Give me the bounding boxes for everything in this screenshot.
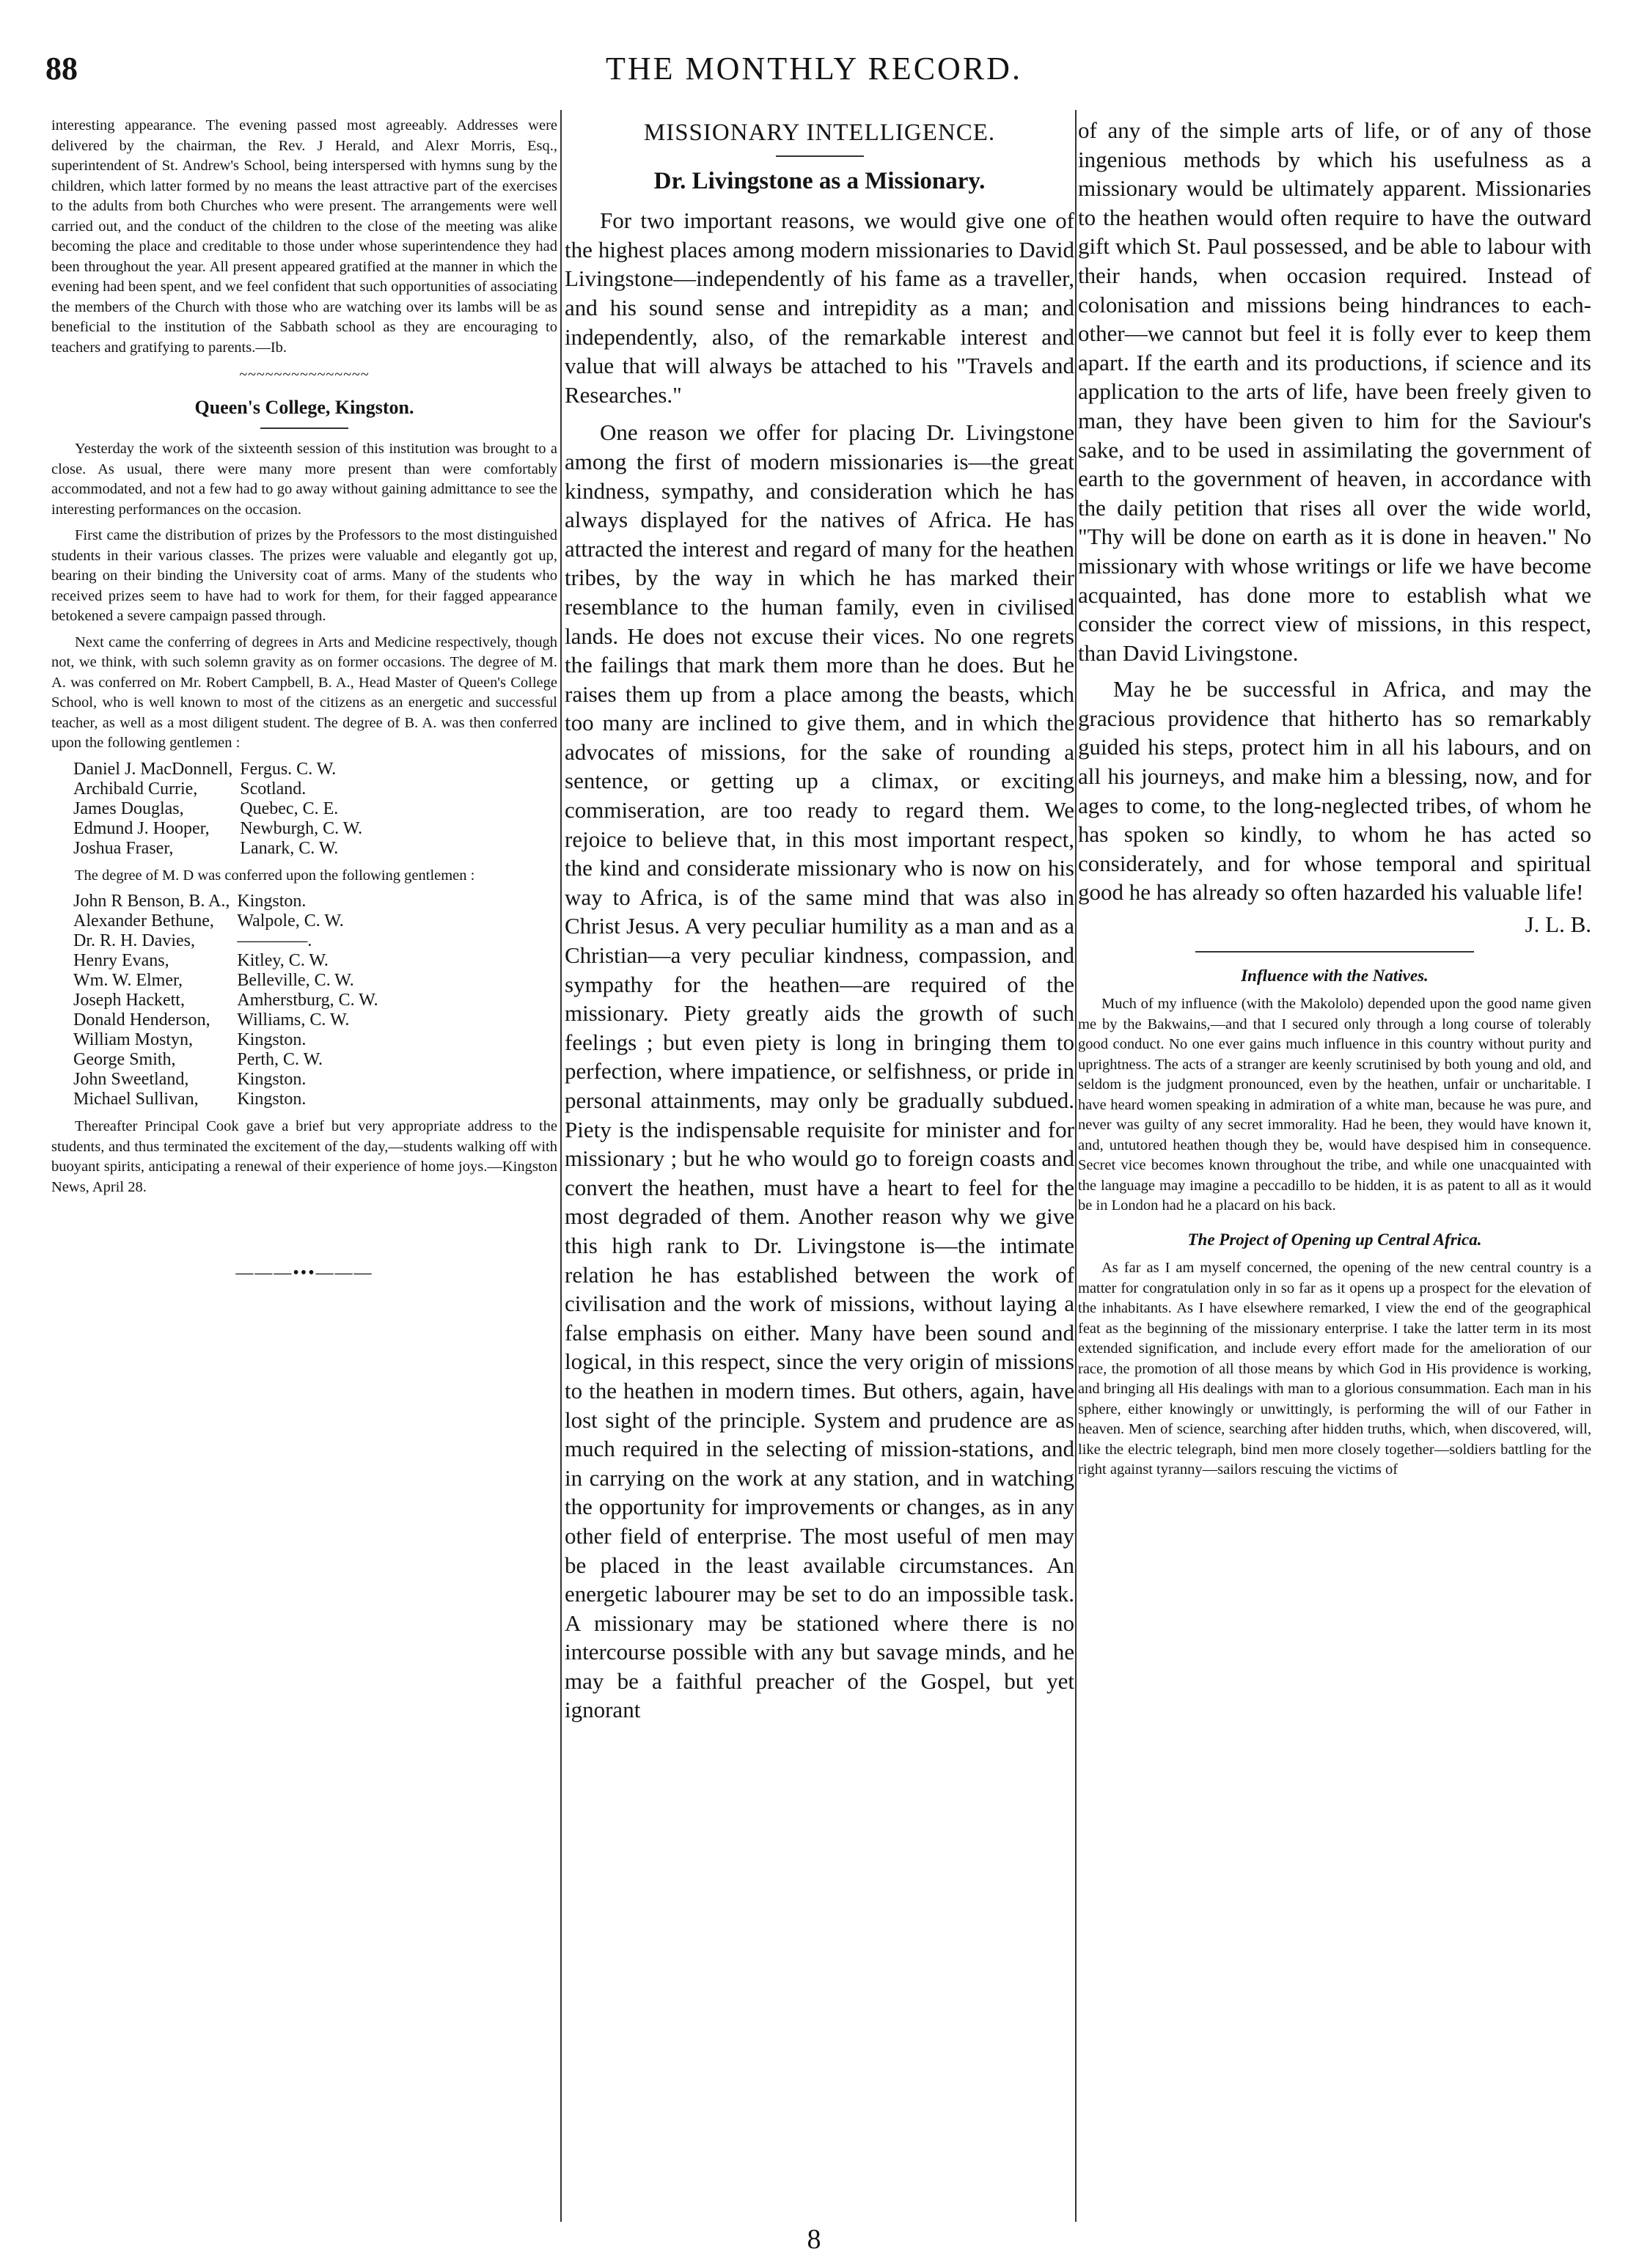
graduate-place: Lanark, C. W. (240, 838, 339, 858)
md-graduates-list (73, 892, 386, 1109)
short-rule (260, 427, 348, 429)
sabbath-school-continuation: interesting appearance. The evening passed most agreeably. Addresses were delivered by the chairman, the Rev. J Herald, and Alexr Morris, Esq., superintendent of St. Andrew's School, being interspersed with hymns sung by the children, which latter formed by no means the least attractive part of the exercises to the adults from both Churches who were present. The arrangements were well carried out, and the conduct of the children to the close of the meeting was alike becoming the place and creditable to those under whose superintendence they had been throughout the year. All present appeared gratified at the manner in which the evening had been spent, and we feel confident that such opportunities of associating the members of the Church with those who are watching over its lambs will be as beneficial to the institution of the Sabbath school as they are encouraging to teachers and gratifying to parents.—Ib. (51, 117, 557, 356)
queens-college-title: Queen's College, Kingston. (194, 396, 414, 418)
graduate-place: Walpole, C. W. (237, 911, 344, 931)
short-rule (776, 155, 864, 157)
graduate-name: Archibald Currie, (73, 779, 198, 799)
article-title: Dr. Livingstone as a Missionary. (653, 167, 986, 194)
graduate-row (73, 839, 370, 859)
graduate-place: Kingston. (237, 1030, 307, 1049)
graduate-place: Fergus. C. W. (240, 759, 337, 779)
md-intro: The degree of M. D was conferred upon the following gentlemen : (75, 867, 475, 884)
graduate-name: Henry Evans, (73, 951, 169, 970)
queens-paragraph-3: Next came the conferring of degrees in Arts and Medicine respectively, though not, we think, with such solemn gravity as on former occasions. The degree of M. A. was conferred on Mr. Robert Campbell, B. A., Head Master of Queen's College School, who is well known to most of the citizens as an energetic and successful teacher, as well as a most diligent student. The degree of B. A. was then conferred upon the following gentlemen : (51, 634, 557, 751)
wavy-divider: ~~~~~~~~~~~~~~~ (239, 367, 370, 383)
graduate-row (73, 1050, 386, 1070)
graduate-name: Dr. R. H. Davies, (73, 931, 195, 950)
project-heading: The Project of Opening up Central Africa. (1187, 1230, 1482, 1249)
ba-graduates-list (73, 760, 370, 859)
graduate-place: Belleville, C. W. (237, 971, 354, 990)
graduate-name: James Douglas, (73, 799, 184, 818)
graduate-place: Kingston. (237, 892, 307, 911)
graduate-row (73, 799, 370, 819)
project-paragraph: As far as I am myself concerned, the opening of the new central country is a matter for congratulation only in so far as it opens up a prospect for the elevation of the inhabitants. As I have elsewhere remarked, I view the end of the geographical feat as the beginning of the missionary enterprise. I take the latter term in its most extended signification, and include every effort made for the amelioration of our race, the promotion of all those means by which God in His providence is working, and bringing all His dealings with man to a glorious consummation. Each man in his sphere, either knowingly or unwittingly, is performing the will of our Father in heaven. Men of science, searching after hidden truths, which, when discovered, will, like the electric telegraph, bind men more closely together—soldiers battling for the right against tyranny—sailors rescuing the victims of (1078, 1260, 1591, 1478)
graduate-name: Daniel J. MacDonnell, (73, 759, 233, 779)
influence-heading: Influence with the Natives. (1241, 966, 1429, 985)
graduate-name: Edmund J. Hooper, (73, 818, 210, 838)
livingstone-continuation (1078, 116, 1591, 939)
column-right (1078, 116, 1591, 1485)
end-ornament: ———•••——— (235, 1263, 373, 1282)
graduate-row (73, 892, 386, 911)
graduate-place: Kingston. (237, 1090, 307, 1109)
graduate-row (73, 760, 370, 779)
graduate-place: Newburgh, C. W. (240, 818, 363, 838)
livingstone-paragraph-4: May he be successful in Africa, and may the gracious providence that hitherto has so remarkably guided his steps, protect him in all his labours, and on all his journeys, and make him a blessing, now, and for ages to come, to the long-neglected tribes, of whom he has spoken so kindly, to whom he has acted so considerately, and for whose temporal and spiritual good he has already so often hazarded his valuable life! (1078, 676, 1591, 906)
graduate-row (73, 1070, 386, 1090)
livingstone-paragraph-1: For two important reasons, we would give one of the highest places among modern missionaries to David Livingstone—independently of his fame as a traveller, and his sound sense and intrepidity as a man; and independently, also, of the remarkable interest and value that will always be attached to his "Travels and Researches." (565, 208, 1074, 408)
graduate-row (73, 971, 386, 991)
short-rule (1195, 951, 1474, 953)
graduate-name: George Smith, (73, 1050, 176, 1069)
queens-paragraph-4: Thereafter Principal Cook gave a brief but very appropriate address to the students, and thus terminated the excitement of the day,—students walking off with buoyant spirits, anticipating a renewal of their experience of home joys.—Kingston News, April 28. (51, 1118, 557, 1195)
section-title: MISSIONARY INTELLIGENCE. (643, 120, 996, 146)
graduate-row (73, 951, 386, 971)
graduate-row (73, 1030, 386, 1050)
graduate-row (73, 991, 386, 1010)
graduate-name: Michael Sullivan, (73, 1090, 199, 1109)
livingstone-paragraph-2: One reason we offer for placing Dr. Livingstone among the first of modern missionaries is—the great kindness, sympathy, and consideration which he has always displayed for the natives of Africa. He has attracted the interest and regard of many for the heathen tribes, by the way in which he has marked their resemblance to the human family, even in civilised lands. He does not excuse their vices. No one regrets the failings that mark them more than he does. But he raises them up from a place among the beasts, which too many are inclined to give them, and in which the advocates of missions, for the sake of rounding a sentence, or getting up a climax, or exciting commiseration, are too ready to regard them. We rejoice to believe that, in this most important respect, the kind and considerate missionary who is now on his way to Africa, is of the same mind that was also in Christ Jesus. A very peculiar humility as a man and as a Christian—a very peculiar kindness, compassion, and sympathy for the heathen—are required of the missionary. Piety greatly aids the growth of such feelings ; but even piety is long in bringing them to perfection, where impatience, or selfishness, or pride in personal attainments, may only be gradually subdued. Piety is the indispensable requisite for minister and for missionary ; but he who would go to foreign coasts and convert the heathen, must have a heart to feel for the most degraded of them. Another reason why we give this high rank to Dr. Livingstone is—the intimate relation he has established between the work of civilisation and the work of missions, without laying a false emphasis on either. Many have been sound and logical, in this respect, since the very origin of missions to the heathen in modern times. But others, again, have lost sight of the principle. System and prudence are as much required in the selecting of mission-stations, and in carrying on the work at any station, and in watching the opportunity for improvements or changes, as in any other field of enterprise. The most useful of men may be placed in the least available circumstances. An energetic labourer may be set to do an impossible task. A missionary may be stationed where there is no intercourse possible with any but savage minds, and he may be a faithful preacher of the Gospel, but yet ignorant (565, 419, 1074, 1723)
graduate-place: Quebec, C. E. (240, 799, 339, 818)
graduate-row (73, 1090, 386, 1109)
graduate-row (73, 911, 386, 931)
graduate-name: Wm. W. Elmer, (73, 971, 183, 990)
graduate-place: Kingston. (237, 1070, 307, 1089)
column-rule-left (560, 110, 562, 2222)
graduate-place: Perth, C. W. (237, 1050, 323, 1069)
column-left (51, 116, 557, 1284)
graduate-name: John Sweetland, (73, 1070, 189, 1089)
column-rule-right (1075, 110, 1077, 2222)
graduate-name: William Mostyn, (73, 1030, 194, 1049)
livingstone-paragraph-3: of any of the simple arts of life, or of any of those ingenious methods by which his usefulness as a missionary would be ultimately apparent. Missionaries to the heathen would often require to have the outward gift which St. Paul possessed, and be able to labour with their hands, when occasion required. Instead of colonisation and missions being hindrances to each-other—we cannot but feel it is folly ever to keep them apart. If the earth and its productions, if science and its application to the arts of life, have been freely given to man, they have been given to him for the Saviour's sake, and to be used in assimilating the government of earth to the government of heaven, in accordance with the daily petition that rises all over the wide world, "Thy will be done on earth as it is done in heaven." No missionary with whose writings or life we have become acquainted, has done more to establish what we consider the correct view of missions, in this respect, than David Livingstone. (1078, 117, 1591, 666)
graduate-place: Kitley, C. W. (237, 951, 329, 970)
page-number: 88 (45, 51, 78, 87)
graduate-place: Amherstburg, C. W. (237, 991, 378, 1010)
graduate-row (73, 931, 386, 951)
graduate-place: Williams, C. W. (237, 1010, 350, 1030)
graduate-place: ————. (237, 931, 312, 950)
extracts (1078, 966, 1591, 1480)
queens-paragraph-2: First came the distribution of prizes by the Professors to the most distinguished students in their various classes. The prizes were valuable and elegantly got up, bearing on their binding the University coat of arms. Many of the students who received prizes seem to have had to work for them, for their fagged appearance betokened a severe campaign passed through. (51, 527, 557, 624)
author-signature: J. L. B. (1525, 911, 1591, 938)
graduate-name: Donald Henderson, (73, 1010, 210, 1030)
running-title: THE MONTHLY RECORD. (606, 51, 1022, 87)
signature-mark: 8 (807, 2224, 821, 2255)
graduate-name: Alexander Bethune, (73, 911, 214, 931)
graduate-place: Scotland. (240, 779, 307, 799)
graduate-name: John R Benson, B. A., (73, 892, 230, 911)
queens-paragraph-1: Yesterday the work of the sixteenth session of this institution was brought to a close. As usual, there were many more present than were comfortably accommodated, and not a few had to go away without gaining admittance to see the interesting performances on the occasion. (51, 441, 557, 518)
graduate-row (73, 779, 370, 799)
column-middle (565, 116, 1074, 1733)
graduate-name: Joshua Fraser, (73, 838, 174, 858)
page-header (0, 50, 1628, 101)
influence-paragraph: Much of my influence (with the Makololo) depended upon the good name given me by the Bakwains,—and that I secured only through a long course of tolerably good conduct. No one ever gains much influence in this country without purity and uprightness. The acts of a stranger are keenly scrutinised by both young and old, and seldom is the judgment pronounced, even by the heathen, unfair or uncharitable. I have heard women speaking in admiration of a white man, because he was pure, and never was guilty of any secret immorality. Had he been, they would have known it, and, untutored heathen though they be, would have despised him in consequence. Secret vice becomes known throughout the tribe, and while one unacquainted with the language may imagine a peccadillo to be hidden, it is as patent to all as it would be in London had he a placard on his back. (1078, 996, 1591, 1214)
graduate-name: Joseph Hackett, (73, 991, 185, 1010)
graduate-row (73, 1010, 386, 1030)
graduate-row (73, 819, 370, 839)
